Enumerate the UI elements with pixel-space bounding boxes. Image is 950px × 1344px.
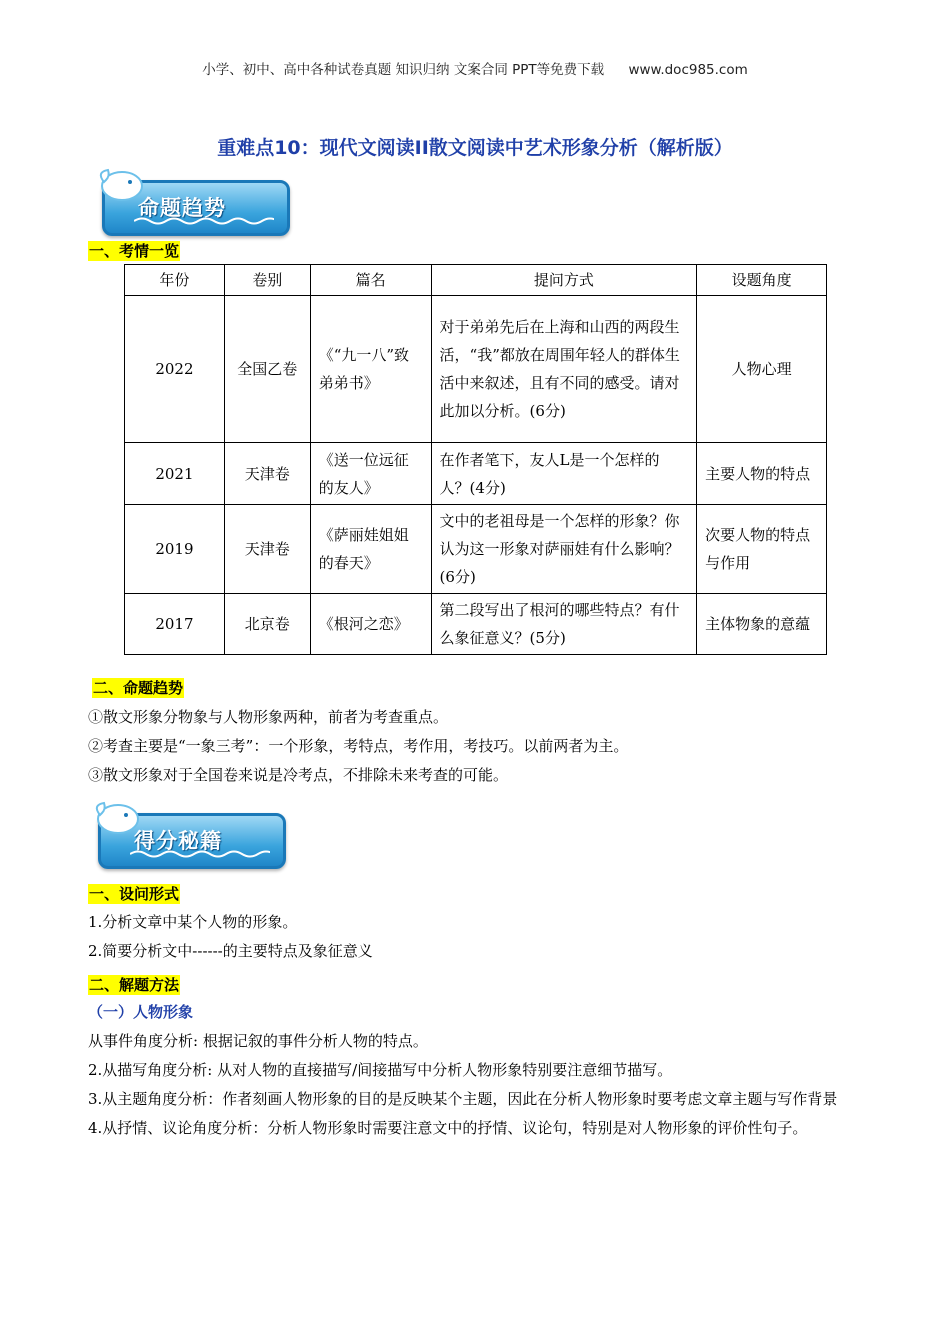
section-heading-question-forms: 一、设问形式 [89, 885, 180, 903]
subheading-character: （一）人物形象 [88, 1003, 194, 1021]
year-cell: 2019 [125, 505, 225, 594]
list-item: 2.简要分析文中------的主要特点及象征意义 [88, 942, 373, 960]
table-header-cell: 篇名 [310, 265, 431, 296]
list-item: 从事件角度分析: 根据记叙的事件分析人物的特点。 [88, 1032, 428, 1050]
list-item: 2.从描写角度分析: 从对人物的直接描写/间接描写中分析人物形象特别要注意细节描写。 [88, 1061, 673, 1079]
methods-list [88, 1027, 868, 1143]
list-item: ①散文形象分物象与人物形象两种，前者为考查重点。 [88, 708, 449, 726]
list-item: ③散文形象对于全国卷来说是冷考点，不排除未来考查的可能。 [88, 766, 509, 784]
table-header-cell: 卷别 [224, 265, 310, 296]
paper-cell: 北京卷 [224, 594, 310, 655]
table-header-cell: 年份 [125, 265, 225, 296]
table-row [125, 296, 827, 443]
banner-label: 得分秘籍 [134, 829, 222, 853]
exam-table [124, 264, 827, 655]
table-row [125, 443, 827, 505]
angle-cell: 人物心理 [697, 296, 827, 443]
angle-cell: 主要人物的特点 [697, 443, 827, 505]
question-forms-list [88, 908, 868, 966]
table-header-cell: 提问方式 [431, 265, 697, 296]
table-row [125, 505, 827, 594]
wave-decoration [134, 216, 274, 226]
header-text: 小学、初中、高中各种试卷真题 知识归纳 文案合同 PPT等免费下载 [202, 62, 605, 78]
article-title-cell: 《萨丽娃姐姐的春天》 [310, 505, 431, 594]
paper-cell: 天津卷 [224, 443, 310, 505]
list-item: 1.分析文章中某个人物的形象。 [88, 913, 298, 931]
list-item: 3.从主题角度分析：作者刻画人物形象的目的是反映某个主题，因此在分析人物形象时要考虑文章主题与写作背景 [88, 1090, 838, 1108]
year-cell: 2021 [125, 443, 225, 505]
list-item: ②考查主要是“一象三考”：一个形象，考特点，考作用，考技巧。以前两者为主。 [88, 737, 629, 755]
year-cell: 2022 [125, 296, 225, 443]
angle-cell: 次要人物的特点与作用 [697, 505, 827, 594]
article-title-cell: 《送一位远征的友人》 [310, 443, 431, 505]
banner-trend [94, 164, 294, 236]
table-row [125, 594, 827, 655]
year-cell: 2017 [125, 594, 225, 655]
section-heading-methods: 二、解题方法 [89, 976, 180, 994]
list-item: 4.从抒情、议论角度分析：分析人物形象时需要注意文中的抒情、议论句，特别是对人物形象的评价性句子。 [88, 1119, 808, 1137]
question-cell: 第二段写出了根河的哪些特点？有什么象征意义？(5分) [431, 594, 697, 655]
banner-tips [90, 797, 290, 869]
banner-label: 命题趋势 [138, 196, 226, 220]
section-heading-trend: 二、命题趋势 [93, 679, 184, 697]
section-heading-exam-overview: 一、考情一览 [89, 242, 180, 260]
question-cell: 文中的老祖母是一个怎样的形象？你认为这一形象对萨丽娃有什么影响？(6分) [431, 505, 697, 594]
wave-decoration [130, 849, 270, 859]
paper-cell: 天津卷 [224, 505, 310, 594]
header-site-link[interactable]: www.doc985.com [628, 62, 748, 78]
page-header [0, 58, 950, 78]
paper-cell: 全国乙卷 [224, 296, 310, 443]
table-header-row [125, 265, 827, 296]
table-header-cell: 设题角度 [697, 265, 827, 296]
angle-cell: 主体物象的意蕴 [697, 594, 827, 655]
question-cell: 对于弟弟先后在上海和山西的两段生活，“我”都放在周围年轻人的群体生活中来叙述，且有不同的感受。请对此加以分析。(6分) [431, 296, 697, 443]
article-title-cell: 《“九一八”致弟弟书》 [310, 296, 431, 443]
trend-list [88, 703, 868, 790]
article-title-cell: 《根河之恋》 [310, 594, 431, 655]
question-cell: 在作者笔下，友人L是一个怎样的人？(4分) [431, 443, 697, 505]
document-title: 重难点10：现代文阅读II散文阅读中艺术形象分析（解析版） [217, 137, 733, 159]
